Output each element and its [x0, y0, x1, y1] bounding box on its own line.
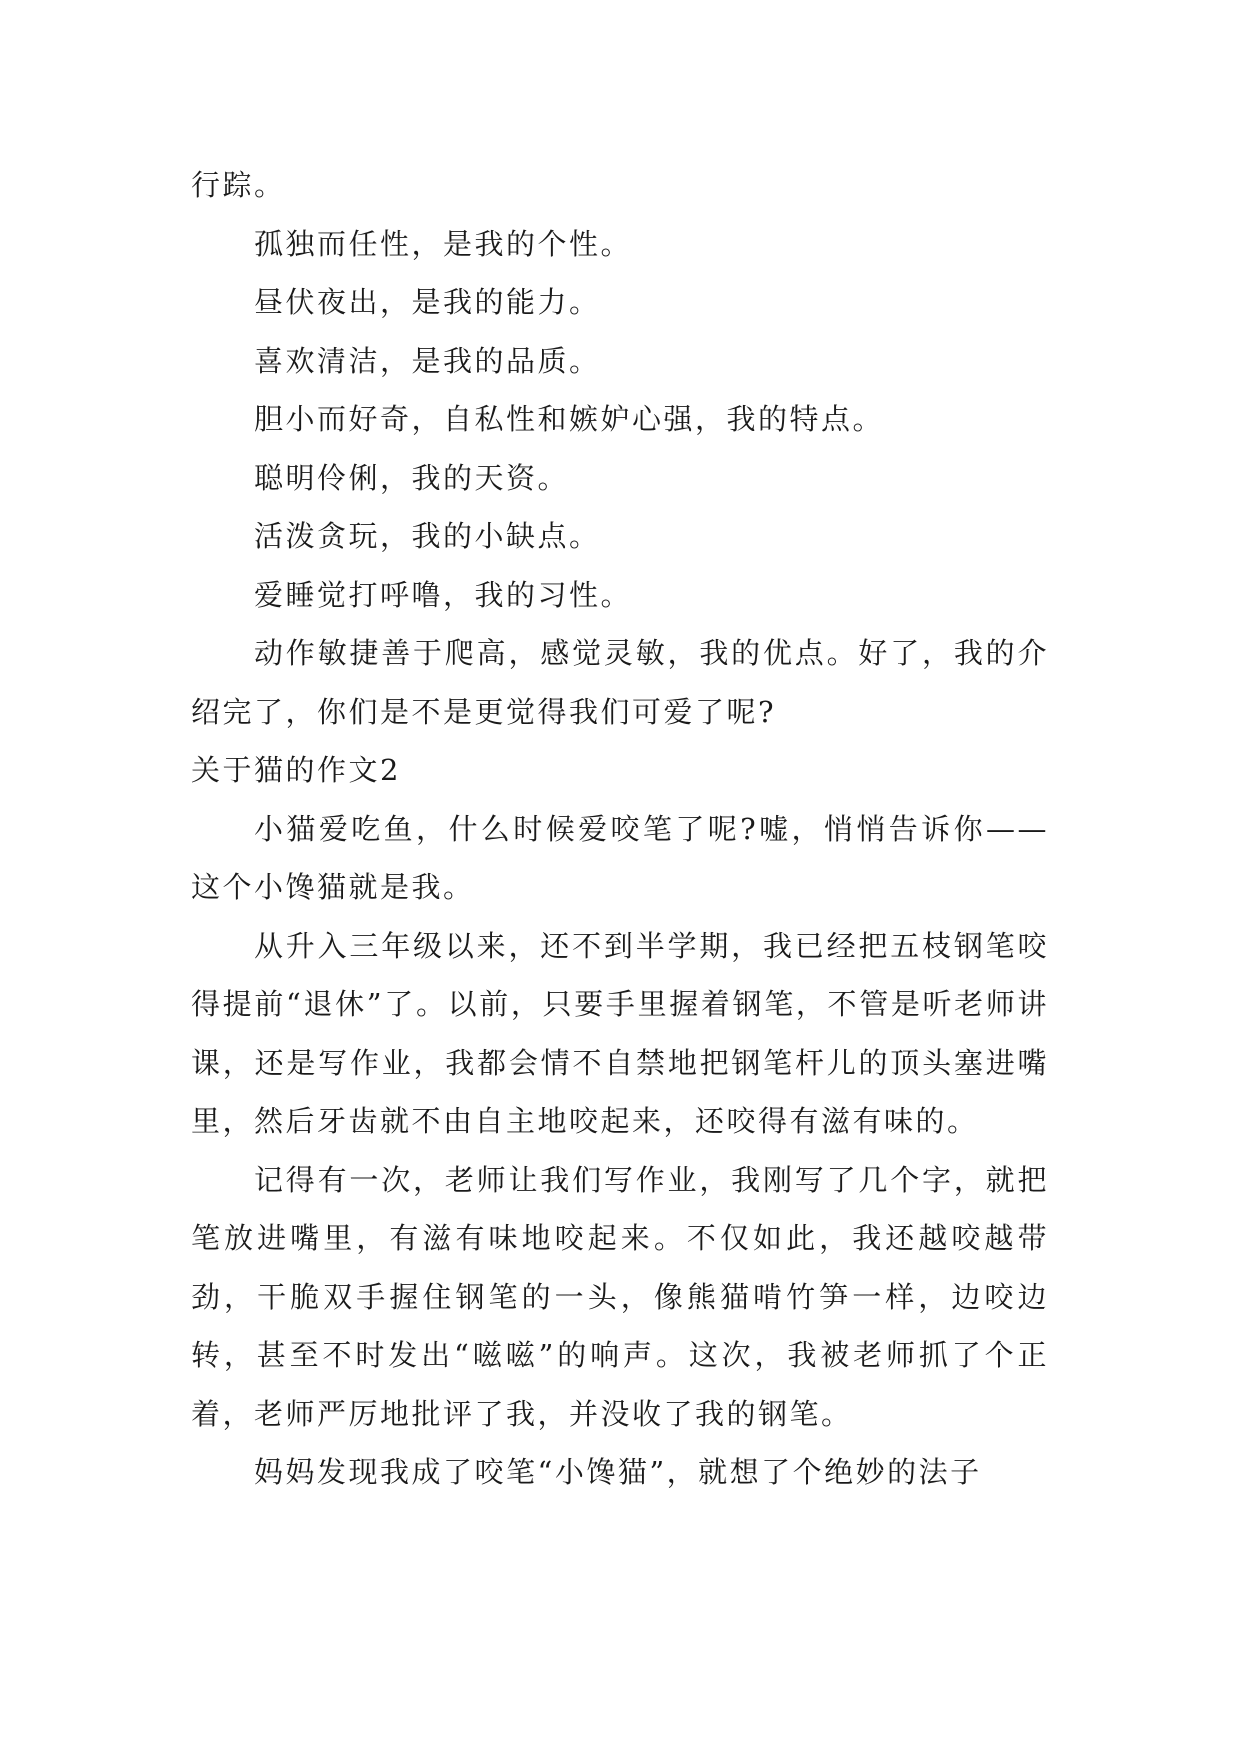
paragraph: 活泼贪玩，我的小缺点。 — [254, 519, 601, 553]
paragraph: 行踪。 — [191, 168, 286, 202]
paragraph: 从升入三年级以来，还不到半学期，我已经把五枝钢笔咬得提前“退休”了。以前，只要手里握着钢笔，不管是听老师讲课，还是写作业，我都会情不自禁地把钢笔杆儿的顶头塞进嘴里，然后牙齿就不由自主地咬起来，还咬得有滋有味的。 — [191, 928, 1049, 1138]
paragraph: 记得有一次，老师让我们写作业，我刚写了几个字，就把笔放进嘴里，有滋有味地咬起来。不仅如此，我还越咬越带劲，干脆双手握住钢笔的一头，像熊猫啃竹笋一样，边咬边转，甚至不时发出“嗞嗞”的响声。这次，我被老师抓了个正着，老师严厉地批评了我，并没收了我的钢笔。 — [191, 1162, 1049, 1431]
paragraph: 胆小而好奇，自私性和嫉妒心强，我的特点。 — [254, 402, 885, 436]
paragraph: 聪明伶俐，我的天资。 — [254, 460, 570, 495]
paragraph: 妈妈发现我成了咬笔“小馋猫”，就想了个绝妙的法子 — [254, 1455, 982, 1489]
section-heading: 关于猫的作文2 — [191, 753, 401, 787]
paragraph: 喜欢清洁，是我的品质。 — [254, 343, 601, 378]
document-body — [191, 156, 1049, 1502]
paragraph: 孤独而任性，是我的个性。 — [254, 226, 633, 261]
paragraph: 小猫爱吃鱼，什么时候爱咬笔了呢?嘘，悄悄告诉你——这个小馋猫就是我。 — [191, 811, 1049, 904]
paragraph: 昼伏夜出，是我的能力。 — [254, 285, 601, 319]
paragraph: 爱睡觉打呼噜，我的习性。 — [254, 577, 633, 612]
paragraph: 动作敏捷善于爬高，感觉灵敏，我的优点。好了，我的介绍完了，你们是不是更觉得我们可爱了呢? — [191, 636, 1049, 729]
